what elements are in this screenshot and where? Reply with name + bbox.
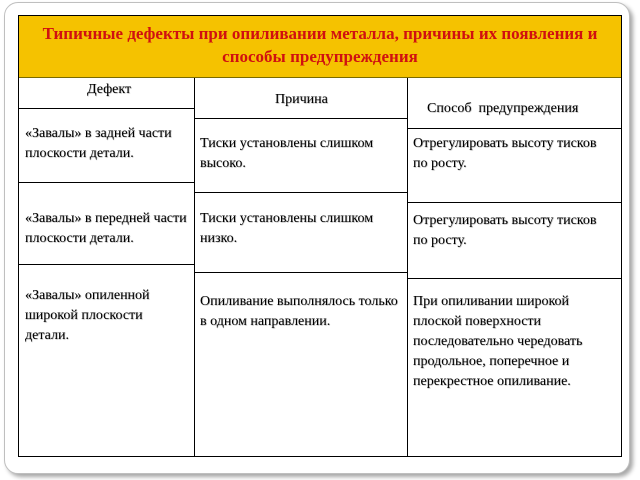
table-divider bbox=[19, 182, 194, 183]
slide-title: Типичные дефекты при опиливании металла, причины их появления и способы предупреждения bbox=[19, 16, 621, 78]
table-divider bbox=[19, 108, 194, 109]
slide-content bbox=[18, 15, 622, 457]
table-divider bbox=[407, 202, 621, 203]
cell-cause-1: Тиски установлены слишком высоко. bbox=[200, 136, 374, 171]
table-divider bbox=[407, 128, 621, 129]
table-divider bbox=[407, 278, 621, 279]
cell-defect-2: «Завалы» в передней части плоскости детали. bbox=[25, 211, 187, 246]
cell-defect-1: «Завалы» в задней части плоскости детали. bbox=[25, 126, 172, 161]
table-divider bbox=[19, 264, 194, 265]
cell-cause-3: Опиливание выполнялось только в одном направлении. bbox=[200, 294, 398, 329]
table-divider bbox=[194, 118, 407, 119]
cell-defect-3: «Завалы» опиленной широкой плоскости детали. bbox=[25, 288, 150, 343]
defects-table bbox=[19, 78, 621, 456]
header-prevention: Способ предупреждения bbox=[427, 101, 579, 116]
cell-prevention-3: При опиливании широкой плоской поверхности последовательно чередовать продольное, поперечное и перекрестное опиливание. bbox=[413, 294, 583, 389]
header-defect: Дефект bbox=[87, 82, 132, 97]
table-divider bbox=[407, 78, 408, 456]
table-divider bbox=[194, 78, 195, 456]
header-cause: Причина bbox=[275, 92, 328, 107]
table-divider bbox=[194, 192, 407, 193]
cell-prevention-1: Отрегулировать высоту тисков по росту. bbox=[413, 136, 597, 171]
table-divider bbox=[194, 272, 407, 273]
cell-prevention-2: Отрегулировать высоту тисков по росту. bbox=[413, 213, 597, 248]
cell-cause-2: Тиски установлены слишком низко. bbox=[200, 211, 374, 246]
